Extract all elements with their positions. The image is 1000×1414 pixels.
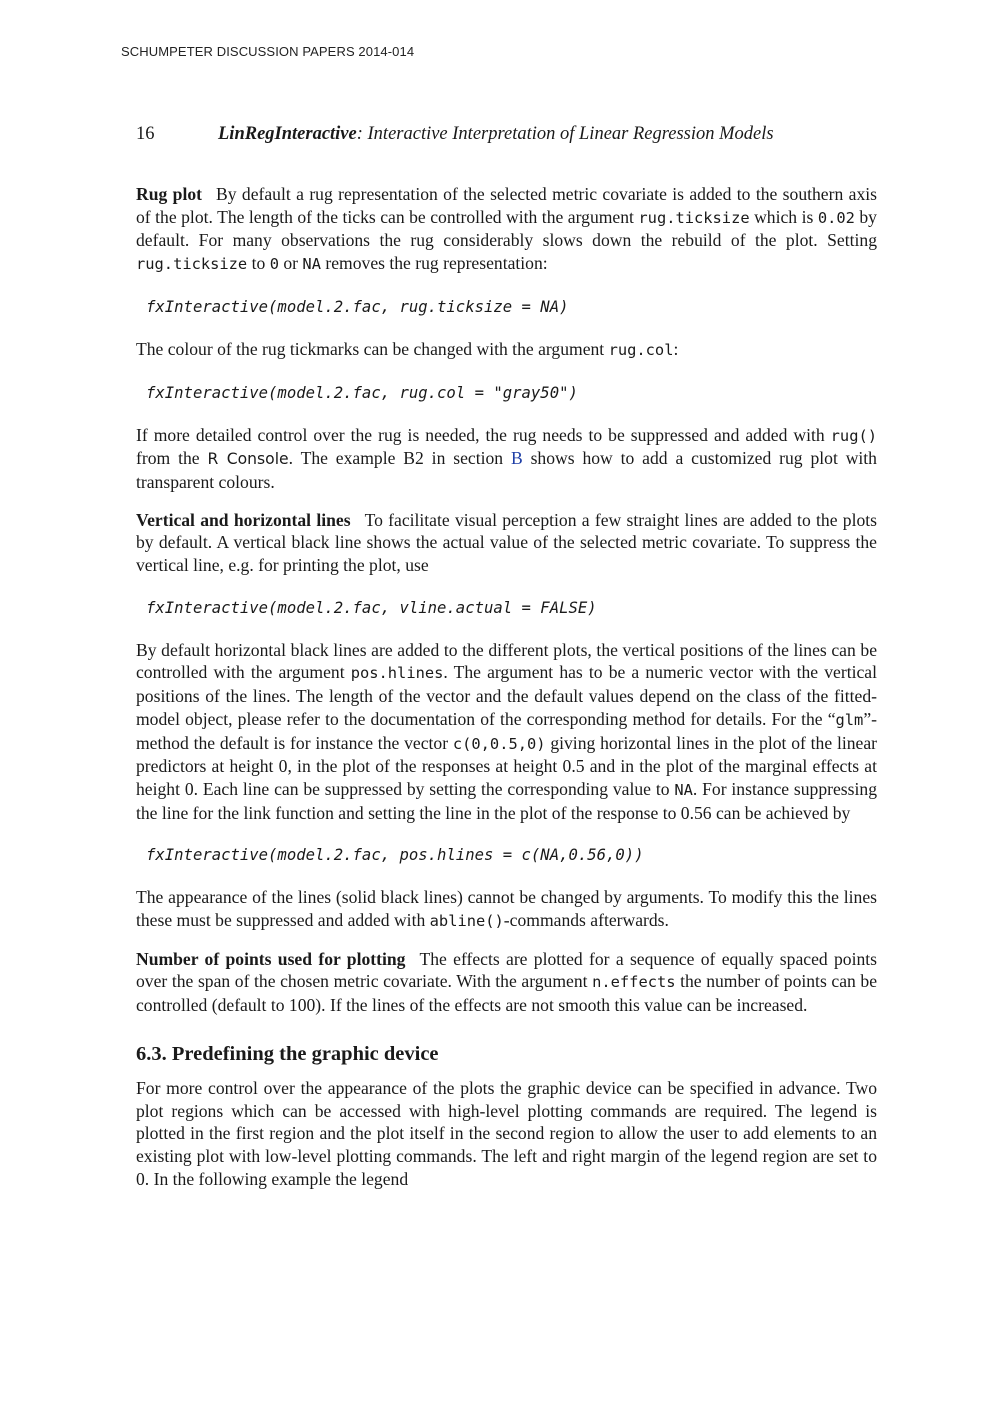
points-heading: Number of points used for plotting [136,948,406,969]
inline-code: 0 [269,255,279,274]
graphic-device-paragraph: For more control over the appearance of the plots the graphic device can be specified in advance. Two plot regions which can be accessed with high-level plotting commands are required. The legend is plotted in the first region and the plot itself in the second region to allow the user to add elements to an existing plot with low-level plotting commands. The left and right margin of the legend region are set to 0. In the following example the legend [136,1077,877,1189]
rug-plot-heading: Rug plot [136,184,202,204]
inline-code: NA [674,780,693,799]
code-block-rug-ticksize: fxInteractive(model.2.fac, rug.ticksize = NA) [146,297,569,316]
inline-code: rug.ticksize [638,208,750,227]
rug-control-paragraph: If more detailed control over the rug is needed, the rug needs to be suppressed and added with rug() from the R Console. The example B2 in section B shows how to add a customized rug plot with transparent colours. [136,424,877,492]
lines-heading: Vertical and horizontal lines [136,509,351,530]
inline-code: rug.col [608,340,674,359]
page-number: 16 [136,124,155,144]
inline-code: rug.ticksize [136,255,248,274]
section-b-link[interactable]: B [510,448,523,469]
inline-code: n.effects [592,973,676,992]
inline-code: abline() [429,912,504,931]
code-block-hlines: fxInteractive(model.2.fac, pos.hlines = c(NA,0.56,0)) [146,846,644,865]
running-title [218,124,774,145]
page-body [136,183,877,1205]
lines-appearance-paragraph: The appearance of the lines (solid black lines) cannot be changed by arguments. To modify this the lines these must be suppressed and added with abline()-commands afterwards. [136,887,877,931]
running-title-package: LinRegInteractive [218,124,357,144]
rug-colour-paragraph: The colour of the rug tickmarks can be changed with the argument rug.col: [136,338,679,359]
inline-code: NA [302,255,321,274]
inline-code: c(0,0.5,0) [452,734,546,753]
hlines-paragraph: By default horizontal black lines are added to the different plots, the vertical positions of the lines can be controlled with the argument pos.hlines. The argument has to be a numeric vector with the vertical positions of the lines. The length of the vector and the default values depend on the class of the fitted-model object, please refer to the documentation of the corresponding method for details. For the “glm”-method the default is for instance the vector c(0,0.5,0) giving horizontal lines in the plot of the linear predictors at height 0, in the plot of the responses at height 0.5 and in the plot of the marginal effects at height 0. Each line can be suppressed by setting the corresponding value to NA. For instance suppressing the line for the link function and setting the line in the plot of the response to 0.56 can be achieved by [136,639,877,823]
code-block-vline: fxInteractive(model.2.fac, vline.actual = FALSE) [146,598,597,617]
r-console-label: R Console [207,450,289,469]
lines-paragraph: Vertical and horizontal lines To facilitate visual perception a few straight lines are added to the plots by default. A vertical black line shows the actual value of the selected metric covariate. To suppress the vertical line, e.g. for printing the plot, use [136,509,877,576]
rug-plot-paragraph: Rug plot By default a rug representation of the selected metric covariate is added to the southern axis of the plot. The length of the ticks can be controlled with the argument rug.ticksize which is 0.02 by default. For many observations the rug considerably slows down the rebuild of the plot. Setting rug.ticksize to 0 or NA removes the rug representation: [136,184,877,274]
inline-code: pos.hlines [350,664,444,683]
code-block-rug-col: fxInteractive(model.2.fac, rug.col = "gray50") [146,383,578,402]
inline-code: 0.02 [817,208,855,227]
running-title-rest: : Interactive Interpretation of Linear Regression Models [356,124,774,144]
series-header: SCHUMPETER DISCUSSION PAPERS 2014-014 [121,44,415,59]
inline-code: rug() [830,426,877,445]
points-paragraph: Number of points used for plotting The effects are plotted for a sequence of equally spaced points over the span of the chosen metric covariate. With the argument n.effects the number of points can be controlled (default to 100). If the lines of the effects are not smooth this value can be increased. [136,948,878,1016]
section-heading: 6.3. Predefining the graphic device [136,1042,439,1065]
inline-code: glm [835,710,864,729]
